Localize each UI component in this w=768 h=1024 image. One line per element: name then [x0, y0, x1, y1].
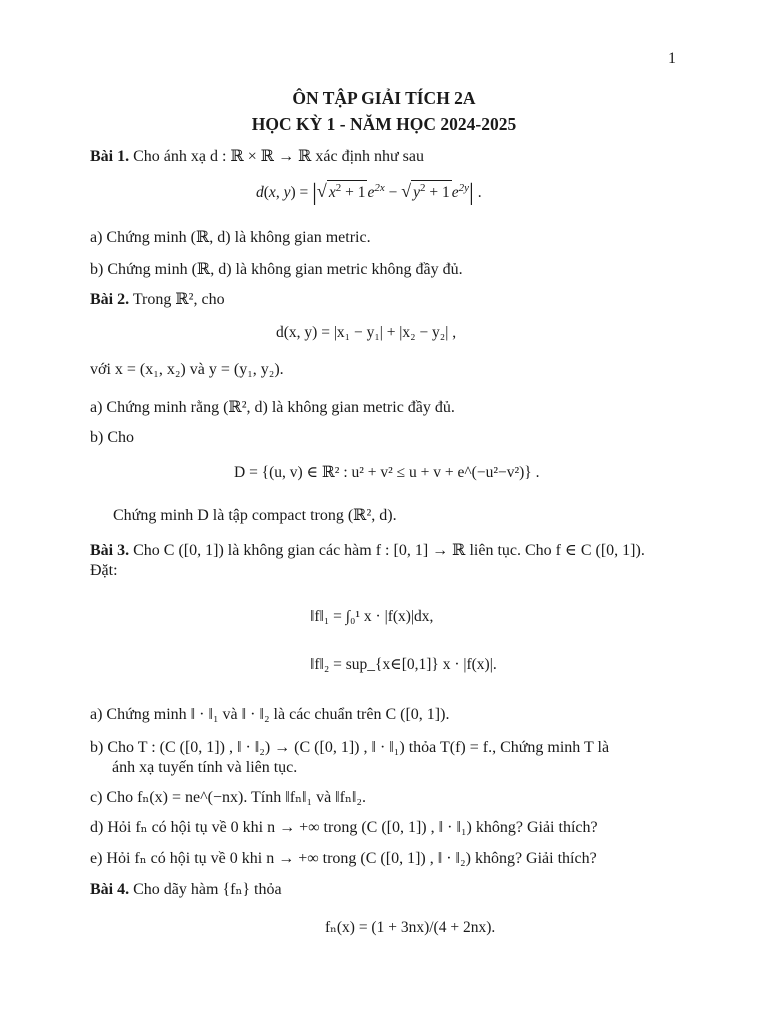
bai3-part-a: a) Chứng minh ‖ · ‖₁ và ‖ · ‖₂ là các chuẩn trên C ([0, 1]).: [90, 706, 450, 723]
bai2-part-a: a) Chứng minh rằng (ℝ², d) là không gian metric đầy đủ.: [90, 399, 455, 416]
page-number: 1: [668, 50, 676, 67]
document-title: ÔN TẬP GIẢI TÍCH 2A: [292, 88, 476, 108]
bai4-intro: [90, 880, 282, 900]
bai2-with: với x = (x₁, x₂) và y = (y₁, y₂).: [90, 361, 284, 378]
document-subtitle: HỌC KỲ 1 - NĂM HỌC 2024-2025: [251, 114, 517, 134]
bai3-part-c: c) Cho fₙ(x) = ne^(−nx). Tính ‖fₙ‖₁ và ‖fₙ‖₂.: [90, 789, 366, 806]
bai2-part-b-task: Chứng minh D là tập compact trong (ℝ², d).: [113, 507, 397, 524]
bai3-intro-text: Cho C ([0, 1]) là không gian các hàm f : [0, 1] → ℝ liên tục. Cho f ∈ C ([0, 1]).: [133, 542, 645, 559]
bai1-formula: d(x, y) = |√ $x^2 + 1$ $e^{2x}$ − √ $y^2 + 1$ $e^{2y}|$ .: [256, 180, 482, 206]
bai1-part-a: a) Chứng minh (ℝ, d) là không gian metric.: [90, 229, 371, 246]
bai4-formula: fₙ(x) = (1 + 3nx)/(4 + 2nx).: [325, 919, 496, 936]
bai3-norm-2: ‖f‖₂ = sup_{x∈[0,1]} x · |f(x)|.: [310, 656, 497, 673]
bai3-part-b-line2: ánh xạ tuyến tính và liên tục.: [112, 759, 298, 776]
bai1-intro-text: Cho ánh xạ d : ℝ × ℝ → ℝ xác định như sau: [133, 148, 425, 165]
bai1-label: Bài 1.: [90, 148, 130, 165]
bai4-label: Bài 4.: [90, 881, 130, 898]
bai2-set-d: D = {(u, v) ∈ ℝ² : u² + v² ≤ u + v + e^(−u²−v²)} .: [234, 464, 540, 481]
bai2-part-b-label: b) Cho: [90, 429, 134, 446]
bai3-label: Bài 3.: [90, 542, 130, 559]
bai3-intro-2: Đặt:: [90, 562, 118, 579]
bai2-formula: d(x, y) = |x₁ − y₁| + |x₂ − y₂| ,: [276, 324, 457, 341]
bai3-intro: [90, 541, 645, 561]
bai3-part-e: e) Hỏi fₙ có hội tụ về 0 khi n → +∞ trong (C ([0, 1]) , ‖ · ‖₂) không? Giải thích?: [90, 850, 597, 867]
bai2-label: Bài 2.: [90, 291, 130, 308]
bai1-intro: [90, 147, 424, 167]
bai2-intro-text: Trong ℝ², cho: [132, 291, 225, 308]
bai4-intro-text: Cho dãy hàm {fₙ} thỏa: [133, 881, 282, 898]
bai3-part-d: d) Hỏi fₙ có hội tụ về 0 khi n → +∞ trong (C ([0, 1]) , ‖ · ‖₁) không? Giải thích?: [90, 819, 598, 836]
bai1-part-b: b) Chứng minh (ℝ, d) là không gian metric không đầy đủ.: [90, 261, 463, 278]
bai3-norm-1: ‖f‖₁ = ∫₀¹ x · |f(x)|dx,: [310, 608, 434, 625]
bai3-part-b-line1: b) Cho T : (C ([0, 1]) , ‖ · ‖₂) → (C ([0, 1]) , ‖ · ‖₁) thỏa T(f) = f., Chứng minh T là: [90, 739, 610, 756]
bai2-intro: [90, 290, 225, 310]
